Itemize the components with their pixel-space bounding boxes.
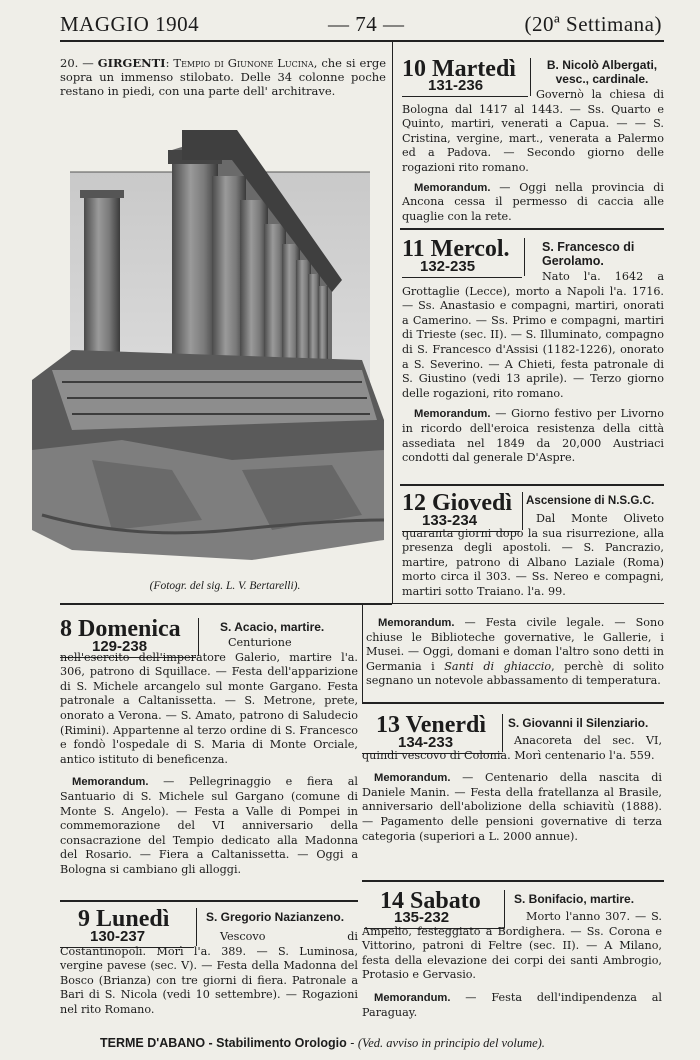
day-saint: S. Giovanni il Silenziario.	[508, 716, 649, 730]
page-footer	[100, 1036, 545, 1051]
footer-separator: -	[346, 1036, 358, 1050]
day-name: 13 Venerdì	[376, 712, 487, 738]
rule-day9	[60, 900, 358, 902]
rule-day12	[400, 484, 664, 486]
day-name: 12 Giovedì	[402, 490, 513, 516]
memo-text-end: , perchè di solito segnano un notevole abbassamento di temperatura.	[366, 659, 664, 688]
figure-place: GIRGENTI	[97, 56, 166, 70]
day-name: 8 Domenica	[60, 616, 181, 642]
temple-photograph	[32, 120, 384, 562]
memo-label: Memorandum.	[378, 617, 455, 629]
memo-text: — Centenario della nascita di Daniele Manin. — Festa della fratellanza al Brasile, anniversario dell'abolizione della schiavitù (1888). — Pagamento delle pensioni governative di terza categoria (superiori a L. 2000 annue).	[362, 771, 662, 843]
footer-note: (Ved. avviso in principio del volume).	[357, 1036, 545, 1050]
rule-day11	[400, 228, 664, 230]
day-11-text	[402, 270, 664, 466]
figure-number: 20. —	[60, 56, 98, 70]
day-13-text	[362, 734, 662, 844]
footer-advert: TERME D'ABANO - Stabilimento Orologio	[100, 1036, 347, 1050]
day-saint: S. Gregorio Nazianzeno.	[206, 910, 345, 924]
memo-label: Memorandum.	[374, 991, 451, 1004]
day-9-text	[60, 930, 358, 1018]
memo-text: — Oggi nella provincia di Ancona cessa il permesso di caccia alle quaglie con la rete.	[402, 180, 664, 223]
rule-day13	[362, 702, 664, 704]
header-month: MAGGIO 1904	[60, 12, 200, 36]
day-numbers: 135-232	[394, 909, 450, 926]
memo-label: Memorandum.	[72, 776, 149, 789]
day-saint: S. Francesco di Gerolamo.	[542, 240, 635, 268]
memo-text: — Festa dell'indipendenza al Paraguay.	[362, 990, 662, 1019]
day-text: Morto l'anno 307. — S. Ampelio, festeggiato a Bordighera. — Ss. Corona e Vittorino, patroni di Feltre (sec. II). — A Milano, festa della elevazione dei corpi dei santi Ambrogio, Protasio e Gervasio.	[362, 910, 662, 982]
figure-subject: : Tempio di Giunone Lucina	[165, 56, 314, 70]
rule-day12-memo	[362, 603, 664, 604]
day-numbers: 134-233	[398, 734, 454, 751]
day-numbers: 129-238	[92, 638, 148, 655]
photo-description	[60, 56, 386, 98]
day-saint: S. Bonifacio, martire.	[514, 892, 635, 906]
day-saint: S. Acacio, martire.	[220, 620, 325, 634]
day-numbers: 132-235	[420, 258, 476, 275]
day-text: Nato l'a. 1642 a Grottaglie (Lecce), morto a Napoli l'a. 1716. — Ss. Anastasio e compagni, martiri, onorati a Camerino. — Ss. Primo e compagni, martiri di Trieste (sec. II). — S. Illuminato, compagno di S. Francesco d'Assisi (1182-1226), onorato a S. Severino. — A Chieti, festa patronale di S. Giustino (vedi 13 aprile). — Terzo giorno delle rogazioni, rito romano.	[402, 270, 664, 400]
day-name: 14 Sabato	[380, 888, 481, 914]
day-numbers: 131-236	[428, 77, 484, 94]
page-header	[60, 12, 662, 38]
day-text: Governò la chiesa di Bologna dal 1417 al 1443. — Ss. Quarto e Quinto, martiri, venerati a Capua. — — S. Cristina, vergine, mart., venerata a Palermo ed a Padova. — Secondo giorno delle rogazioni rito romano.	[402, 88, 664, 174]
day-10-text	[402, 88, 664, 224]
day-name: 11 Mercol.	[402, 236, 510, 262]
day-text: Dal Monte Oliveto quaranta giorni dopo la sua risurrezione, alla presenza degli apostoli. — S. Pancrazio, martire, patrono di Albano Laziale (Roma) morto circa il 303. — Ss. Nereo e compagni, martiri sotto Traiano. l'a. 99.	[402, 512, 664, 598]
figure-text: , che si erge sopra un immenso stilobato. Delle 34 colonne poche restano in piedi, con una parte dell' architrave.	[60, 56, 386, 98]
rule-photo-bottom	[60, 603, 392, 605]
memo-label: Memorandum.	[374, 772, 451, 785]
day-numbers: 130-237	[90, 928, 146, 945]
column-divider-lower	[362, 604, 363, 702]
day-14-text	[362, 910, 662, 1020]
rule-day14	[362, 880, 664, 882]
memo-text: — Festa civile legale. — Sono chiuse le Biblioteche governative, le Gallerie, i Musei. — Oggi, domani e doman l'altro sono detti in Germania i	[366, 616, 664, 673]
day-saint: Ascensione di N.S.G.C.	[526, 494, 655, 507]
day-text: Centurione nell'esercito dell'imperatore Galerio, martire l'a. 306, patrono di Squillace. — Festa dell'apparizione di S. Michele arcangelo sul monte Gargano. Festa patronale a Caltanissetta. — S. Metrone, prete, onorato a Verona. — S. Amato, patrono di Saludecio (Rimini). Appartenne al terzo ordine di S. Francesco e fondò l'ospedale di S. Maria di Monte Orciale, antico istituto di beneficenza.	[60, 636, 358, 766]
header-week: (20ª Settimana)	[524, 12, 662, 36]
memo-text: — Giorno festivo per Livorno in ricordo dell'eroica resistenza della città assediata nel 1849 da 20,000 Austriaci condotti dal generale D'Aspre.	[402, 407, 664, 465]
day-saint: B. Nicolò Albergati, vesc., cardinale.	[546, 58, 658, 86]
day-name: 10 Martedì	[402, 56, 516, 82]
memo-text: — Pellegrinaggio e fiera al Santuario di S. Michele sul Gargano (comune di Monte S. Angelo). — Festa a Valle di Pompei in commemorazione del VI anniversario della consacrazione del Tempio dedicato alla Madonna del Rosario. — Fiera a Caltanissetta. — Oggi a Bologna si cambiano gli alloggi.	[60, 775, 358, 876]
day-12-memorandum	[366, 616, 664, 689]
day-text: Vescovo di Costantinopoli. Morì l'a. 389. — S. Luminosa, vergine pavese (sec. V). — Festa della Madonna del Bosco (Brianza) con tre giorni di fiera. Patronale a Bari di S. Nicola (vedi 10 settembre). — Rogazioni nel rito Romano.	[60, 930, 358, 1016]
page-number: — 74 —	[328, 12, 405, 36]
day-numbers: 133-234	[422, 512, 478, 529]
column-divider	[392, 42, 393, 604]
memo-label: Memorandum.	[414, 408, 491, 421]
day-name: 9 Lunedì	[78, 906, 170, 932]
header-rule	[60, 40, 664, 42]
memo-italic: Santi di ghiaccio	[444, 659, 552, 673]
day-8-text	[60, 636, 358, 878]
photo-caption: (Fotogr. del sig. L. V. Bertarelli).	[149, 580, 301, 592]
day-text: Anacoreta del sec. VI, quindi vescovo di Colonia. Morì centenario l'a. 559.	[362, 734, 662, 762]
memo-label: Memorandum.	[414, 181, 491, 194]
day-12-text	[402, 512, 664, 600]
